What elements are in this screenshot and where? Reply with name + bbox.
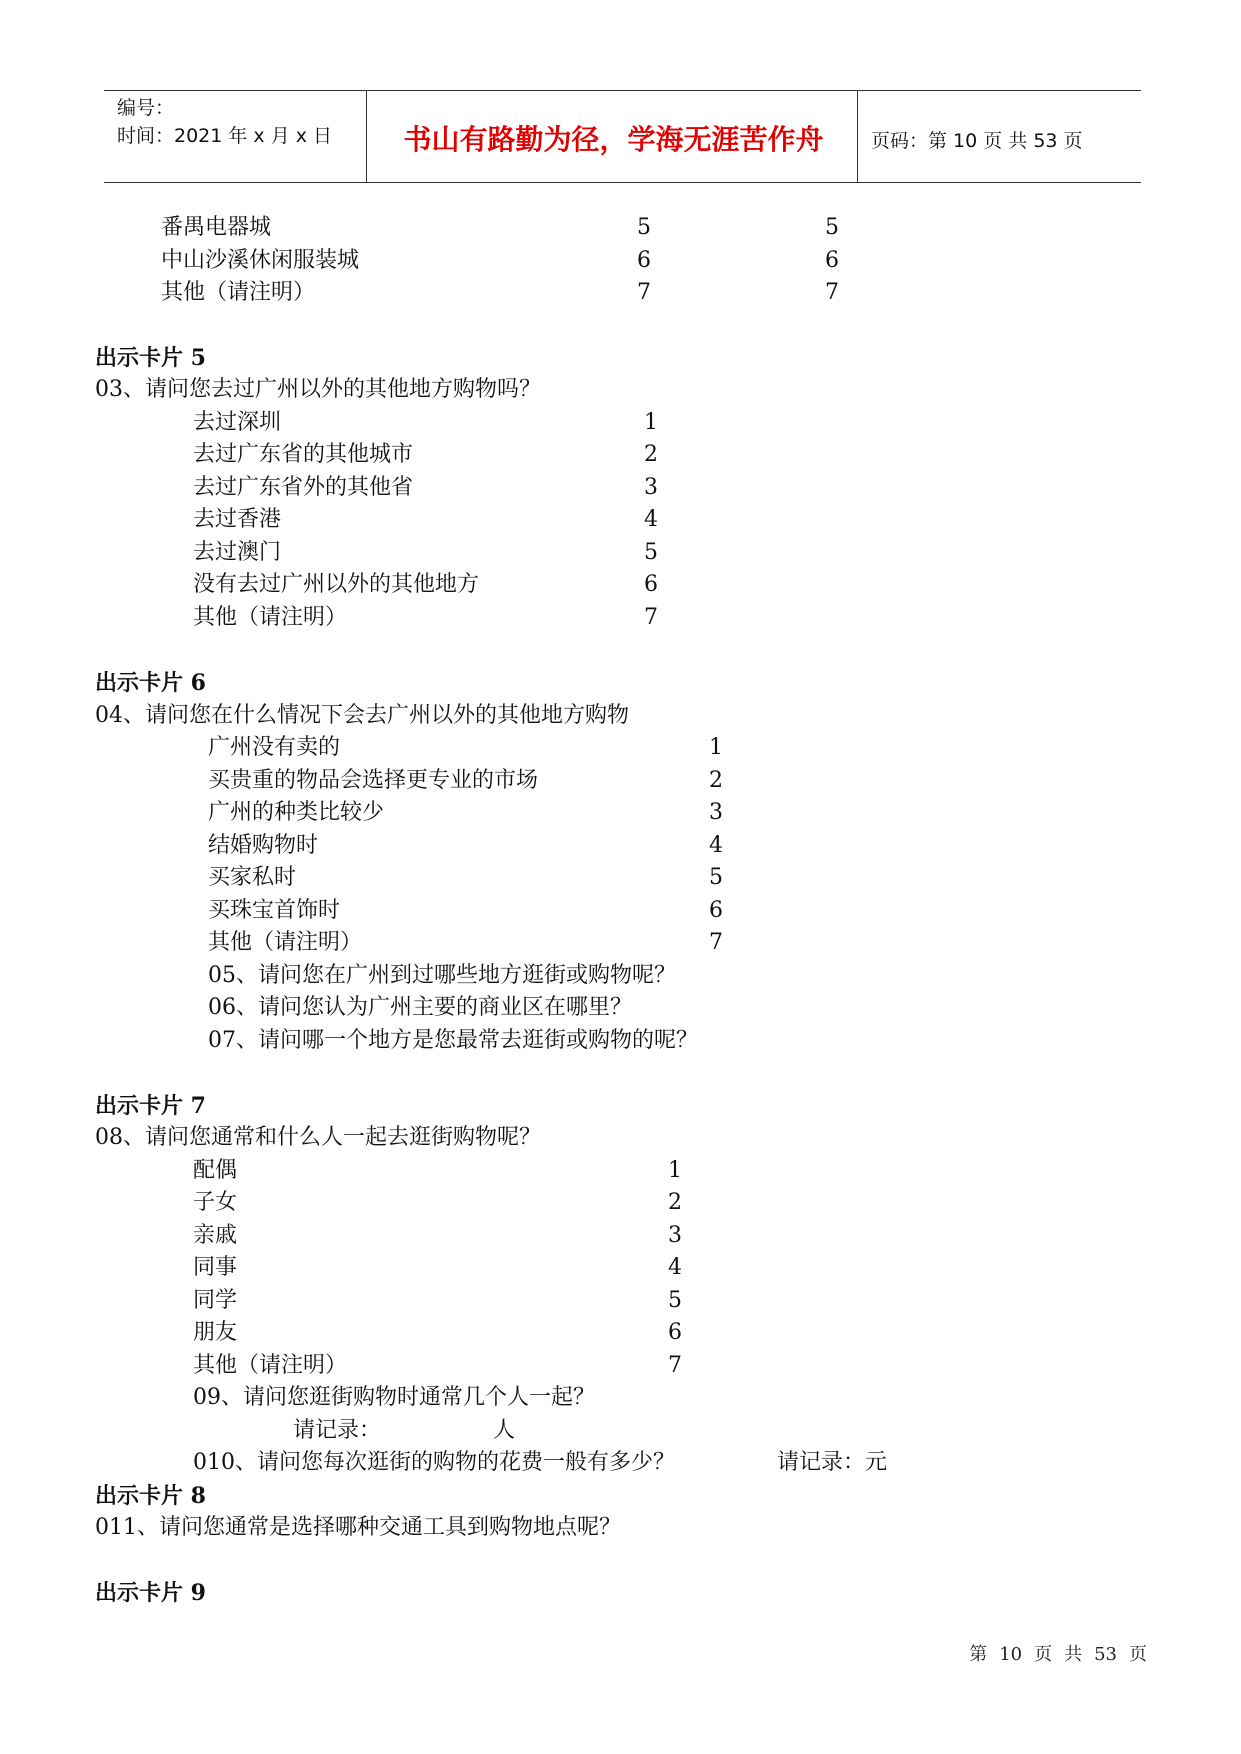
option-label: 没有去过广州以外的其他地方 [193, 572, 480, 597]
header-divider-right [857, 90, 858, 183]
option-code: 6 [709, 898, 723, 923]
option-code: 2 [709, 768, 723, 793]
option-label: 其他（请注明） [193, 605, 348, 630]
option-code: 3 [668, 1223, 682, 1248]
option-code: 5 [668, 1288, 682, 1313]
footer-total-prefix: 共 [1064, 1644, 1083, 1665]
option-code: 5 [709, 865, 723, 890]
option-code: 3 [644, 475, 658, 500]
option-label: 去过澳门 [193, 540, 282, 565]
option-code: 2 [668, 1190, 682, 1215]
option-code: 1 [668, 1158, 682, 1183]
footer-page-prefix: 第 [969, 1644, 988, 1665]
option-code: 4 [709, 833, 723, 858]
top-row-code-a: 6 [637, 248, 651, 273]
option-code: 7 [668, 1353, 682, 1378]
record-label: 请记录： [293, 1418, 382, 1443]
option-label: 其他（请注明） [193, 1353, 348, 1378]
footer-total-unit: 页 [1129, 1644, 1147, 1665]
header-bottom-rule [104, 182, 1141, 183]
option-label: 同事 [193, 1255, 238, 1280]
option-code: 7 [644, 605, 658, 630]
page-info: 页码：第 10 页 共 53 页 [871, 130, 1083, 152]
card-heading: 出示卡片 6 [95, 670, 206, 696]
option-label: 子女 [193, 1190, 238, 1215]
option-code: 7 [709, 930, 723, 955]
option-code: 6 [644, 572, 658, 597]
option-label: 其他（请注明） [208, 930, 363, 955]
question-text: 09、请问您逛街购物时通常几个人一起？ [193, 1385, 595, 1410]
top-row-label: 番禺电器城 [161, 215, 272, 240]
record-unit: 人 [493, 1418, 516, 1443]
question-text: 08、请问您通常和什么人一起去逛街购物呢？ [95, 1125, 541, 1150]
top-row-code-b: 5 [825, 215, 839, 240]
option-label: 亲戚 [193, 1223, 238, 1248]
top-row-label: 其他（请注明） [161, 280, 316, 305]
card-heading: 出示卡片 5 [95, 345, 206, 371]
question-text: 010、请问您每次逛街的购物的花费一般有多少？ [193, 1450, 675, 1475]
followup-question: 06、请问您认为广州主要的商业区在哪里？ [208, 995, 632, 1020]
option-label: 结婚购物时 [208, 833, 319, 858]
footer-total-pages: 53 [1094, 1644, 1117, 1665]
question-text: 04、请问您在什么情况下会去广州以外的其他地方购物 [95, 703, 629, 728]
card-heading: 出示卡片 8 [95, 1483, 206, 1509]
card-heading: 出示卡片 9 [95, 1580, 206, 1606]
option-label: 买贵重的物品会选择更专业的市场 [208, 768, 539, 793]
option-label: 买珠宝首饰时 [208, 898, 341, 923]
footer-current-page: 10 [999, 1644, 1023, 1665]
option-label: 同学 [193, 1288, 238, 1313]
followup-question: 07、请问哪一个地方是您最常去逛街或购物的呢？ [208, 1028, 698, 1053]
option-label: 广州没有卖的 [208, 735, 341, 760]
top-row-code-b: 6 [825, 248, 839, 273]
page-footer [963, 1640, 1153, 1666]
option-code: 4 [644, 507, 658, 532]
date-line: 时间：2021 年 x 月 x 日 [117, 125, 333, 147]
card-heading: 出示卡片 7 [95, 1093, 206, 1119]
option-code: 5 [644, 540, 658, 565]
option-code: 6 [668, 1320, 682, 1345]
motto-banner: 书山有路勤为径，学海无涯苦作舟 [403, 123, 824, 156]
record-label: 请记录：元 [777, 1450, 888, 1475]
option-label: 去过广东省外的其他省 [193, 475, 414, 500]
question-text: 03、请问您去过广州以外的其他地方购物吗？ [95, 377, 541, 402]
option-label: 朋友 [193, 1320, 238, 1345]
followup-question: 05、请问您在广州到过哪些地方逛街或购物呢？ [208, 963, 676, 988]
option-code: 1 [709, 735, 723, 760]
option-label: 去过香港 [193, 507, 282, 532]
option-code: 4 [668, 1255, 682, 1280]
header-divider-left [366, 90, 367, 183]
option-code: 2 [644, 442, 658, 467]
option-label: 去过深圳 [193, 410, 282, 435]
option-label: 买家私时 [208, 865, 297, 890]
footer-page-unit: 页 [1034, 1644, 1053, 1665]
serial-label: 编号： [117, 97, 175, 119]
header-top-rule [104, 90, 1141, 91]
option-label: 广州的种类比较少 [208, 800, 385, 825]
option-code: 1 [644, 410, 658, 435]
option-code: 3 [709, 800, 723, 825]
top-row-code-a: 7 [637, 280, 651, 305]
top-row-label: 中山沙溪休闲服装城 [161, 248, 360, 273]
question-text: 011、请问您通常是选择哪种交通工具到购物地点呢？ [95, 1515, 621, 1540]
option-label: 去过广东省的其他城市 [193, 442, 414, 467]
option-label: 配偶 [193, 1158, 238, 1183]
top-row-code-a: 5 [637, 215, 651, 240]
top-row-code-b: 7 [825, 280, 839, 305]
